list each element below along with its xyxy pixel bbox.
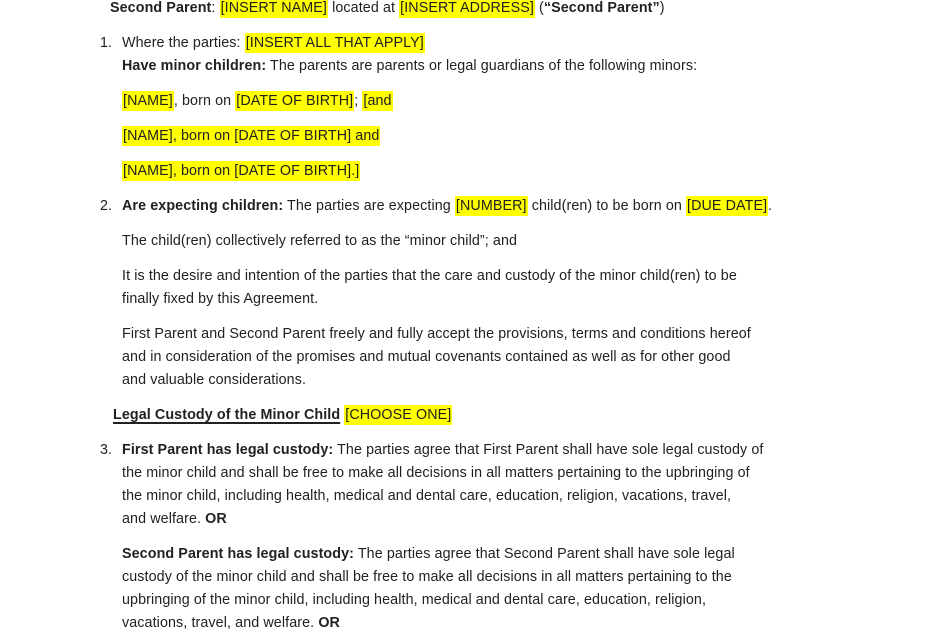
text-line: [100, 462, 830, 485]
text-line: [100, 508, 830, 531]
text-run: and in consideration of the promises and mutual covenants contained as well as for other good: [122, 349, 731, 365]
text-run: , born on: [173, 93, 236, 109]
list-item: [100, 439, 830, 531]
text-line: [100, 566, 830, 589]
text-run: (: [534, 0, 544, 16]
text-run: The parties agree that Second Parent shall have sole legal: [354, 546, 735, 562]
text-line: [100, 589, 830, 612]
text-run: Have minor children:: [122, 58, 267, 74]
text-run: child(ren) to be born on: [527, 198, 686, 214]
text-line: [100, 230, 830, 253]
text-run: First Parent and Second Parent freely and fully accept the provisions, terms and conditions hereof: [122, 326, 751, 342]
text-run: and welfare.: [122, 511, 206, 527]
text-run: upbringing of the minor child, including health, medical and dental care, education, religion,: [122, 592, 707, 608]
list-number: 1.: [100, 35, 113, 51]
text-run: The parties are expecting: [283, 198, 455, 214]
text-run: located at: [328, 0, 400, 16]
text-run: “Second Parent”: [543, 0, 660, 16]
text-line: [100, 32, 830, 55]
highlighted-placeholder: [and: [363, 93, 392, 109]
paragraph: [100, 265, 830, 311]
text-run: OR: [318, 615, 340, 631]
text-line: [100, 55, 830, 78]
text-run: custody of the minor child and shall be free to make all decisions in all matters pertaining to the: [122, 569, 732, 585]
highlighted-placeholder: [INSERT NAME]: [220, 0, 327, 16]
paragraph: [100, 230, 830, 253]
highlighted-placeholder: [NAME], born on [DATE OF BIRTH].]: [123, 163, 360, 179]
text-run: the minor child, including health, medical and dental care, education, religion, vacations, travel,: [122, 488, 732, 504]
text-line: [100, 323, 830, 346]
text-run: the minor child and shall be free to make all decisions in all matters pertaining to the upbringing of: [122, 465, 750, 481]
highlighted-placeholder: [INSERT ALL THAT APPLY]: [245, 35, 424, 51]
text-line: [100, 288, 830, 311]
text-line: [100, 90, 830, 113]
text-run: finally fixed by this Agreement.: [122, 291, 319, 307]
list-item: [100, 195, 830, 218]
text-run: ): [659, 0, 665, 16]
text-line: [100, 404, 830, 427]
text-line: [100, 265, 830, 288]
paragraph: [100, 543, 830, 635]
text-line: [100, 160, 830, 183]
paragraph: [100, 125, 830, 148]
text-run: Second Parent has legal custody:: [122, 546, 355, 562]
intro-paragraph: [100, 0, 830, 20]
highlighted-placeholder: [NAME], born on [DATE OF BIRTH] and: [123, 128, 380, 144]
text-run: ;: [354, 93, 363, 109]
text-line: [100, 0, 830, 20]
text-run: OR: [205, 511, 227, 527]
text-run: and valuable considerations.: [122, 372, 307, 388]
text-run: .: [768, 198, 773, 214]
highlighted-placeholder: [DATE OF BIRTH]: [236, 93, 354, 109]
document-page: [100, 0, 830, 635]
text-run: The parents are parents or legal guardians of the following minors:: [266, 58, 698, 74]
highlighted-placeholder: [NUMBER]: [455, 198, 527, 214]
list-number: 2.: [100, 198, 113, 214]
text-run: Legal Custody of the Minor Child: [113, 407, 341, 423]
highlighted-placeholder: [NAME]: [123, 93, 173, 109]
highlighted-placeholder: [DUE DATE]: [687, 198, 768, 214]
text-run: It is the desire and intention of the parties that the care and custody of the minor child(ren) to be: [122, 268, 737, 284]
text-line: [100, 125, 830, 148]
paragraph: [100, 90, 830, 113]
text-run: Are expecting children:: [122, 198, 284, 214]
text-line: [100, 369, 830, 392]
text-line: [100, 485, 830, 508]
highlighted-placeholder: [CHOOSE ONE]: [345, 407, 452, 423]
paragraph: [100, 323, 830, 392]
list-number: 3.: [100, 442, 113, 458]
text-run: vacations, travel, and welfare.: [122, 615, 319, 631]
text-run: First Parent has legal custody:: [122, 442, 334, 458]
section-heading: [100, 404, 830, 427]
text-run: The parties agree that First Parent shall have sole legal custody of: [333, 442, 764, 458]
text-run: :: [211, 0, 220, 16]
highlighted-placeholder: [INSERT ADDRESS]: [400, 0, 534, 16]
text-run: Second Parent: [110, 0, 212, 16]
text-line: [100, 439, 830, 462]
text-line: [100, 195, 830, 218]
paragraph: [100, 160, 830, 183]
text-run: Where the parties:: [122, 35, 245, 51]
text-run: The child(ren) collectively referred to as the “minor child”; and: [122, 233, 518, 249]
text-line: [100, 612, 830, 635]
text-line: [100, 543, 830, 566]
list-item: [100, 32, 830, 78]
text-line: [100, 346, 830, 369]
